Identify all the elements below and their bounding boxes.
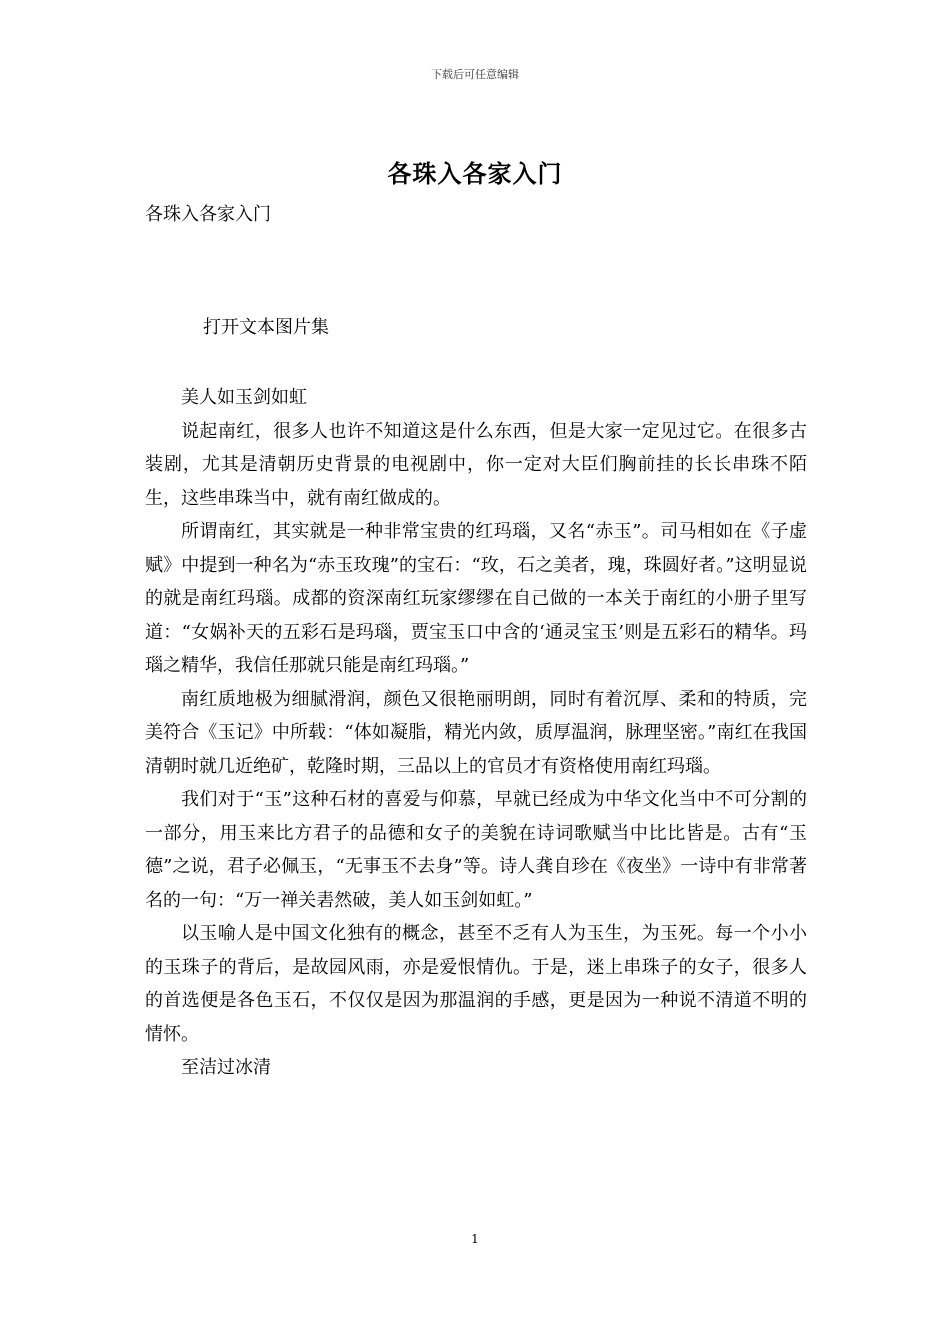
- open-image-collection-link[interactable]: 打开文本图片集: [203, 317, 329, 338]
- paragraph: 南红质地极为细腻滑润，颜色又很艳丽明朗，同时有着沉厚、柔和的特质，完美符合《玉记》中所载：“体如凝脂，精光内敛，质厚温润，脉理坚密。”南红在我国清朝时就几近绝矿，乾隆时期，三品以上的官员才有资格使用南红玛瑙。: [145, 688, 807, 777]
- paragraph-heading: 美人如玉剑如虹: [181, 387, 307, 408]
- paragraph: 说起南红，很多人也许不知道这是什么东西，但是大家一定见过它。在很多古装剧，尤其是清朝历史背景的电视剧中，你一定对大臣们胸前挂的长长串珠不陌生，这些串珠当中，就有南红做成的。: [145, 420, 807, 509]
- paragraph-heading: 至洁过冰清: [181, 1057, 271, 1078]
- document-subtitle: 各珠入各家入门: [145, 204, 271, 225]
- header-note: 下载后可任意编辑: [431, 68, 519, 81]
- page-number: 1: [471, 1232, 479, 1246]
- document-title: 各珠入各家入门: [387, 159, 563, 188]
- paragraph: 以玉喻人是中国文化独有的概念，甚至不乏有人为玉生，为玉死。每一个小小的玉珠子的背后，是故园风雨，亦是爱恨情仇。于是，迷上串珠子的女子，很多人的首选便是各色玉石，不仅仅是因为那温润的手感，更是因为一种说不清道不明的情怀。: [145, 923, 807, 1045]
- paragraph: 我们对于“玉”这种石材的喜爱与仰慕，早就已经成为中华文化当中不可分割的一部分，用玉来比方君子的品德和女子的美貌在诗词歌赋当中比比皆是。古有“玉德”之说，君子必佩玉，“无事玉不去身”等。诗人龚自珍在《夜坐》一诗中有非常著名的一句：“万一禅关砉然破，美人如玉剑如虹。”: [145, 789, 807, 911]
- paragraph: 所谓南红，其实就是一种非常宝贵的红玛瑙，又名“赤玉”。司马相如在《子虚赋》中提到一种名为“赤玉玫瑰”的宝石：“玫，石之美者，瑰，珠圆好者。”这明显说的就是南红玛瑙。成都的资深南红玩家缪缪在自己做的一本关于南红的小册子里写道：“女娲补天的五彩石是玛瑙，贾宝玉口中含的‘通灵宝玉’则是五彩石的精华。玛瑙之精华，我信任那就只能是南红玛瑙。”: [145, 521, 807, 676]
- body-text: [145, 381, 807, 1085]
